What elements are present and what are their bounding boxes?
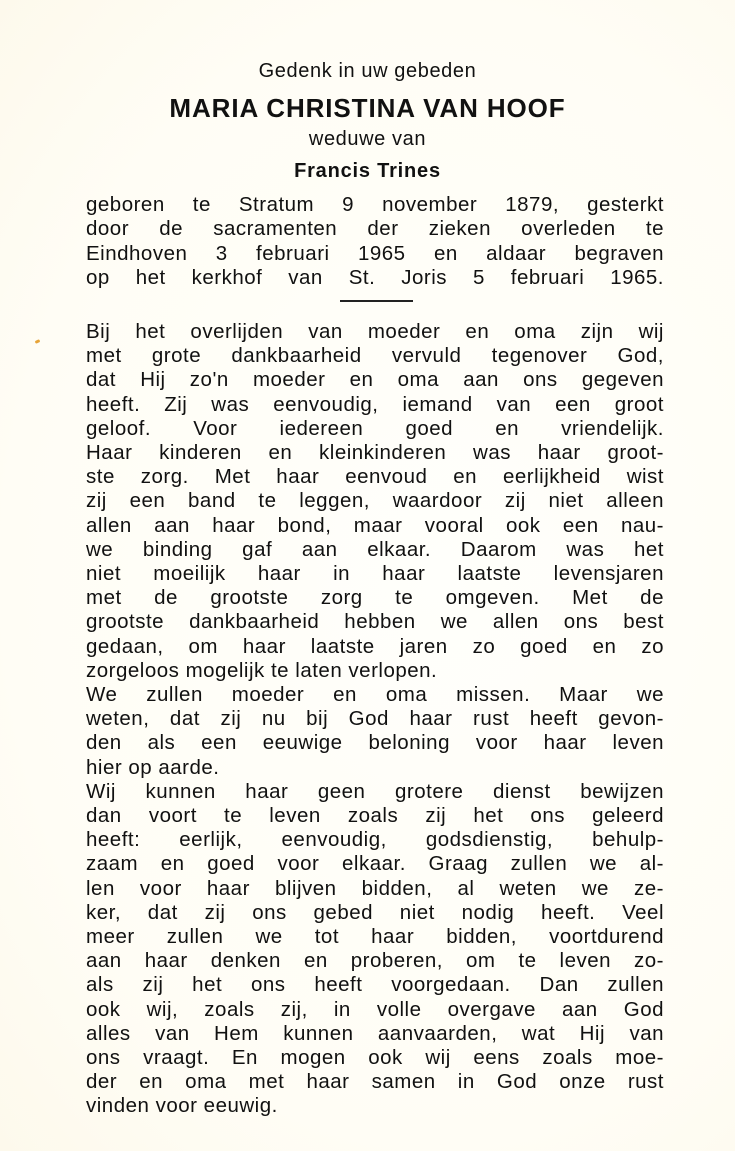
tribute-line: we binding gaf aan elkaar. Daarom was het bbox=[86, 537, 664, 561]
paper-speck bbox=[35, 339, 41, 344]
spouse-name: Francis Trines bbox=[294, 160, 441, 182]
tribute-line: ons vraagt. En mogen ook wij eens zoals moe- bbox=[86, 1046, 664, 1069]
tribute-line: zaam en goed voor elkaar. Graag zullen we al- bbox=[86, 852, 664, 876]
tribute-line: met grote dankbaarheid vervuld tegenover God, bbox=[86, 344, 664, 368]
tribute-line: Haar kinderen en kleinkinderen was haar groot- bbox=[86, 441, 664, 464]
section-divider bbox=[340, 300, 413, 302]
tribute-line: zij een band te leggen, waardoor zij niet alleen bbox=[86, 489, 664, 513]
tribute-line: ook wij, zoals zij, in volle overgave aan God bbox=[86, 997, 664, 1021]
tribute-line: grootste dankbaarheid hebben we allen ons best bbox=[86, 610, 664, 634]
biography-line: op het kerkhof van St. Joris 5 februari 1965. bbox=[86, 266, 664, 289]
tribute-line: allen aan haar bond, maar vooral ook een nau- bbox=[86, 513, 664, 537]
tribute-line: geloof. Voor iedereen goed en vriendelijk. bbox=[86, 416, 664, 440]
tribute-line: We zullen moeder en oma missen. Maar we bbox=[86, 683, 664, 706]
tribute-line: gedaan, om haar laatste jaren zo goed en zo bbox=[86, 634, 664, 658]
deceased-name: MARIA CHRISTINA VAN HOOF bbox=[169, 93, 566, 123]
biography-line: Eindhoven 3 februari 1965 en aldaar begraven bbox=[86, 242, 664, 265]
tribute-line: den als een eeuwige beloning voor haar leven bbox=[86, 731, 664, 755]
tribute-line: dat Hij zo'n moeder en oma aan ons gegeven bbox=[86, 368, 664, 392]
tribute-line: meer zullen we tot haar bidden, voortdurend bbox=[86, 925, 664, 948]
tribute-line: heeft: eerlijk, eenvoudig, godsdienstig, behulp- bbox=[86, 828, 664, 852]
biography-line: geboren te Stratum 9 november 1879, gesterkt bbox=[86, 193, 664, 216]
tribute-line: Wij kunnen haar geen grotere dienst bewijzen bbox=[86, 779, 664, 803]
tribute-line: ker, dat zij ons gebed niet nodig heeft. Veel bbox=[86, 900, 664, 924]
tribute-line: als zij het ons heeft voorgedaan. Dan zullen bbox=[86, 973, 664, 997]
relation-label: weduwe van bbox=[308, 128, 427, 150]
prayer-heading: Gedenk in uw gebeden bbox=[258, 60, 477, 82]
tribute-line: alles van Hem kunnen aanvaarden, wat Hij van bbox=[86, 1021, 664, 1045]
tribute-line: heeft. Zij was eenvoudig, iemand van een groot bbox=[86, 392, 664, 416]
tribute-line: hier op aarde. bbox=[86, 755, 220, 779]
tribute-line: len voor haar blijven bidden, al weten we ze- bbox=[86, 876, 664, 900]
tribute-line: zorgeloos mogelijk te laten verlopen. bbox=[86, 658, 438, 682]
tribute-line: vinden voor eeuwig. bbox=[86, 1094, 278, 1118]
tribute-line: der en oma met haar samen in God onze rust bbox=[86, 1070, 664, 1094]
tribute-line: Bij het overlijden van moeder en oma zijn wij bbox=[86, 320, 664, 343]
biography-line: door de sacramenten der zieken overleden te bbox=[86, 217, 664, 240]
tribute-line: niet moeilijk haar in haar laatste levensjaren bbox=[86, 562, 664, 585]
tribute-line: dan voort te leven zoals zij het ons geleerd bbox=[86, 804, 664, 827]
tribute-line: weten, dat zij nu bij God haar rust heeft gevon- bbox=[86, 707, 664, 731]
tribute-line: aan haar denken en proberen, om te leven zo- bbox=[86, 949, 664, 973]
tribute-line: met de grootste zorg te omgeven. Met de bbox=[86, 586, 664, 610]
tribute-line: ste zorg. Met haar eenvoud en eerlijkheid wist bbox=[86, 465, 664, 489]
